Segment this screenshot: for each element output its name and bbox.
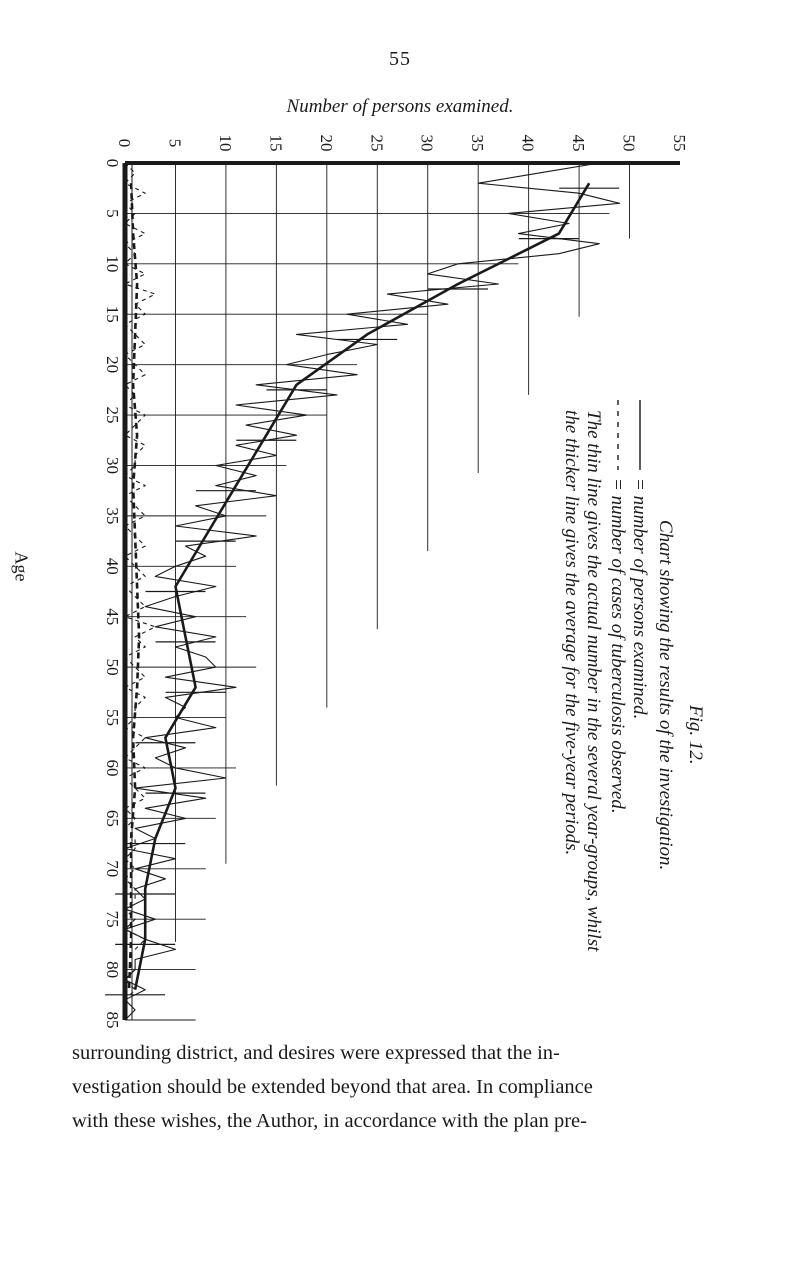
body-line-2: vestigation should be extended beyond that area. In compliance (72, 1076, 593, 1098)
y-tick-label-40: 40 (103, 557, 122, 575)
x-tick-label-35: 35 (468, 134, 488, 152)
x-tick-label-0: 0 (115, 138, 134, 148)
body-line-3: with these wishes, the Author, in accordance with the plan pre- (72, 1110, 587, 1132)
caption-title: Chart showing the results of the investigation. (655, 520, 676, 871)
y-tick-label-30: 30 (103, 456, 122, 474)
y-tick-label-20: 20 (103, 356, 122, 374)
average-step-bars (105, 188, 619, 995)
y-tick-label-50: 50 (103, 658, 122, 676)
legend-dashed-text: = number of cases of tuberculosis observed. (607, 478, 628, 814)
x-tick-label-10: 10 (215, 134, 235, 152)
chart-caption (561, 400, 706, 952)
caption-note-line1: The thin line gives the actual number in the several year-groups, whilst (583, 410, 604, 952)
x-tick-label-50: 50 (619, 134, 639, 152)
y-tick-label-0: 0 (103, 158, 122, 168)
y-tick-label-70: 70 (103, 860, 122, 878)
y-tick-label-65: 65 (103, 809, 122, 827)
y-tick-label-60: 60 (103, 759, 122, 777)
x-tick-label-5: 5 (165, 138, 185, 148)
chart-x-title: Number of persons examined. (286, 96, 514, 117)
body-line-1: surrounding district, and desires were expressed that the in- (72, 1042, 560, 1064)
legend-solid-text: = number of persons examined. (629, 478, 650, 720)
y-tick-label-35: 35 (103, 507, 122, 525)
caption-fig-label: Fig. 12. (685, 705, 706, 765)
y-tick-label-85: 85 (103, 1011, 122, 1029)
x-tick-label-55: 55 (670, 134, 689, 152)
y-tick-label-5: 5 (103, 209, 122, 218)
x-tick-label-30: 30 (417, 134, 437, 152)
chart-y-title: Age (11, 551, 32, 582)
y-tick-label-80: 80 (103, 961, 122, 979)
y-tick-label-75: 75 (103, 910, 122, 928)
tuberculosis-age-chart (0, 115, 800, 1035)
body-paragraph (72, 1036, 722, 1138)
y-tick-label-25: 25 (103, 406, 122, 424)
x-tick-label-25: 25 (367, 134, 387, 152)
x-tick-label-15: 15 (266, 134, 286, 152)
y-tick-label-45: 45 (103, 608, 122, 626)
page-number: 55 (389, 48, 411, 70)
y-tick-label-55: 55 (103, 709, 122, 727)
x-tick-label-40: 40 (518, 134, 538, 152)
y-tick-label-10: 10 (103, 255, 122, 273)
x-tick-label-45: 45 (569, 134, 589, 152)
y-tick-label-15: 15 (103, 305, 122, 323)
caption-note-line2: the thicker line gives the average for the five-year periods. (561, 410, 582, 856)
x-tick-label-20: 20 (316, 134, 336, 152)
